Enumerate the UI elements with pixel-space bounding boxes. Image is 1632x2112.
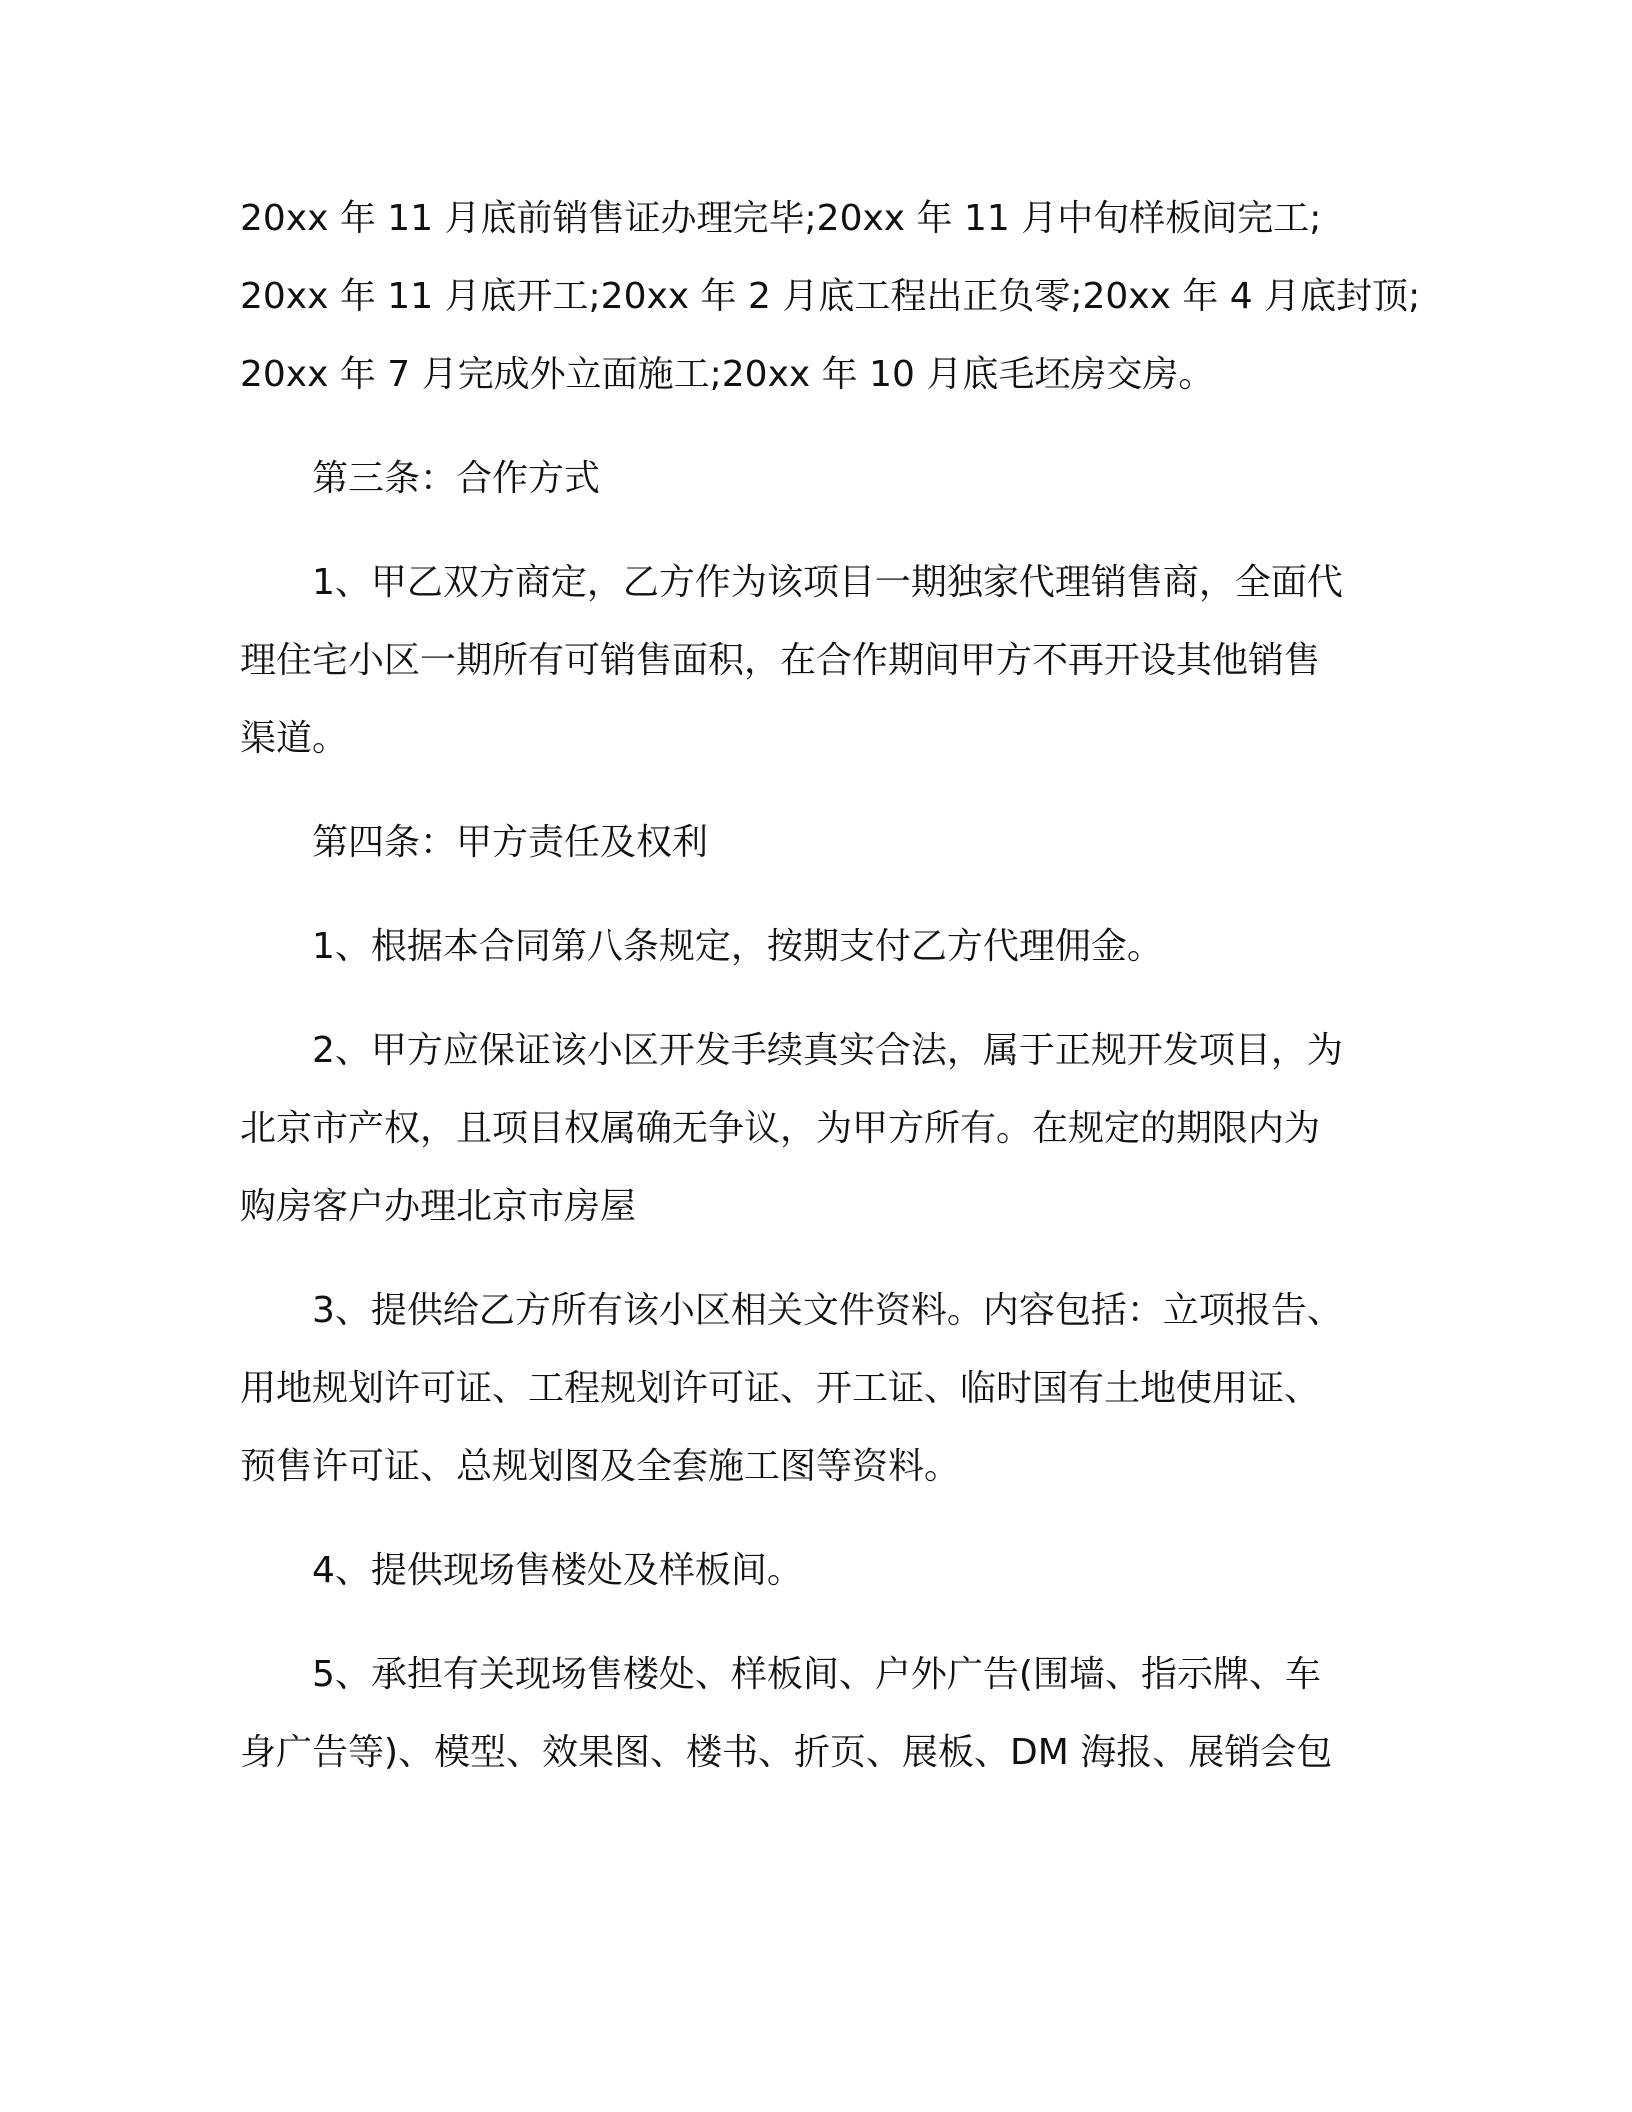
text-line: 理住宅小区一期所有可销售面积，在合作期间甲方不再开设其他销售 — [240, 640, 1321, 681]
text-line: 渠道。 — [240, 718, 349, 759]
text-line: 购房客户办理北京市房屋 — [240, 1186, 637, 1227]
paragraph-schedule — [240, 180, 1421, 414]
article-3-item-1 — [240, 544, 1400, 778]
text-line: 4、提供现场售楼处及样板间。 — [312, 1550, 803, 1591]
text-line: 1、根据本合同第八条规定，按期支付乙方代理佣金。 — [312, 926, 1163, 967]
heading-line: 第三条：合作方式 — [312, 458, 601, 499]
document-body — [240, 180, 1421, 1792]
article-4-item-1 — [240, 908, 1400, 986]
article-4-item-3 — [240, 1272, 1400, 1506]
text-line: 5、承担有关现场售楼处、样板间、户外广告(围墙、指示牌、车 — [312, 1654, 1321, 1695]
text-line: 20xx 年 11 月底前销售证办理完毕;20xx 年 11 月中旬样板间完工; — [240, 198, 1322, 239]
article-3-heading — [240, 440, 1400, 518]
text-line: 3、提供给乙方所有该小区相关文件资料。内容包括：立项报告、 — [312, 1290, 1343, 1331]
article-4-heading — [240, 804, 1400, 882]
text-line: 用地规划许可证、工程规划许可证、开工证、临时国有土地使用证、 — [240, 1368, 1321, 1409]
text-line: 1、甲乙双方商定，乙方作为该项目一期独家代理销售商，全面代 — [312, 562, 1343, 603]
text-line: 身广告等)、模型、效果图、楼书、折页、展板、DM 海报、展销会包 — [240, 1732, 1333, 1773]
article-4-item-4 — [240, 1532, 1400, 1610]
text-line: 北京市产权，且项目权属确无争议，为甲方所有。在规定的期限内为 — [240, 1108, 1321, 1149]
text-line: 20xx 年 7 月完成外立面施工;20xx 年 10 月底毛坯房交房。 — [240, 354, 1215, 395]
heading-line: 第四条：甲方责任及权利 — [312, 822, 709, 863]
text-line: 20xx 年 11 月底开工;20xx 年 2 月底工程出正负零;20xx 年 4 月底封顶; — [240, 276, 1421, 317]
text-line: 2、甲方应保证该小区开发手续真实合法，属于正规开发项目，为 — [312, 1030, 1343, 1071]
text-line: 预售许可证、总规划图及全套施工图等资料。 — [240, 1446, 961, 1487]
article-4-item-2 — [240, 1012, 1400, 1246]
article-4-item-5 — [240, 1636, 1400, 1792]
